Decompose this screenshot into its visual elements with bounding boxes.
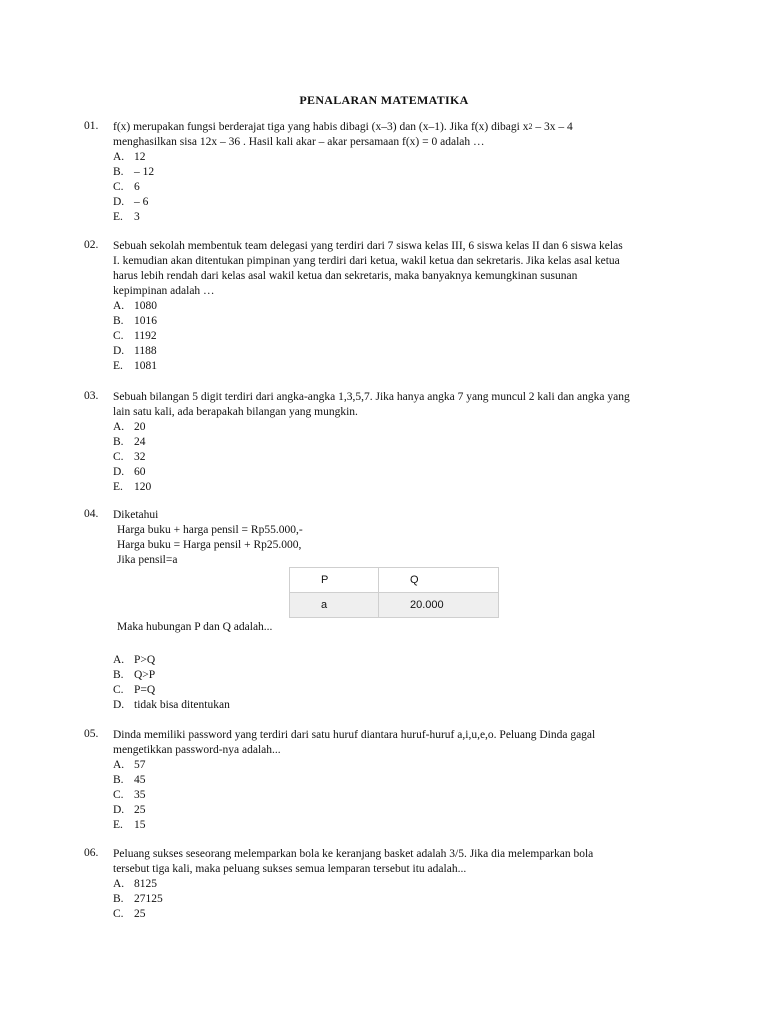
question-line: Sebuah sekolah membentuk team delegasi yang terdiri dari 7 siswa kelas III, 6 siswa kelas II dan 6 siswa kelas bbox=[113, 240, 623, 252]
question-06 bbox=[84, 847, 684, 922]
given-line: Jika pensil=a bbox=[117, 554, 178, 566]
question-text bbox=[113, 239, 684, 299]
option-letter: C. bbox=[113, 684, 124, 696]
option-letter: B. bbox=[113, 669, 124, 681]
question-number: 01. bbox=[84, 120, 99, 132]
option bbox=[113, 450, 684, 465]
option bbox=[113, 344, 684, 359]
option bbox=[113, 299, 684, 314]
question-line: I. kemudian akan ditentukan pimpinan yang terdiri dari ketua, wakil ketua dan sekretaris. Jika kelas asal ketua bbox=[113, 255, 620, 267]
option-value: Q>P bbox=[134, 669, 156, 681]
table-row bbox=[290, 568, 499, 593]
question-text bbox=[113, 390, 684, 420]
options-list bbox=[113, 653, 230, 713]
option-letter: A. bbox=[113, 151, 125, 163]
options-list bbox=[113, 299, 684, 374]
table-cell-p: a bbox=[290, 593, 379, 618]
option-letter: E. bbox=[113, 211, 123, 223]
option-letter: C. bbox=[113, 451, 124, 463]
option-value: 32 bbox=[134, 451, 146, 463]
question-line: – 3x – 4 bbox=[532, 121, 573, 133]
option-value: – 6 bbox=[134, 196, 149, 208]
question-line: harus lebih rendah dari kelas asal wakil ketua dan sekretaris, maka banyaknya kemungkinan susunan bbox=[113, 270, 578, 282]
option-letter: C. bbox=[113, 789, 124, 801]
option-letter: A. bbox=[113, 759, 125, 771]
option-value: 27125 bbox=[134, 893, 163, 905]
option-value: 25 bbox=[134, 804, 146, 816]
option-value: 35 bbox=[134, 789, 146, 801]
option bbox=[113, 683, 230, 698]
option-letter: A. bbox=[113, 300, 125, 312]
question-line: Diketahui bbox=[113, 509, 159, 521]
option-value: 8125 bbox=[134, 878, 157, 890]
option-letter: D. bbox=[113, 804, 125, 816]
option-letter: B. bbox=[113, 774, 124, 786]
option-value: – 12 bbox=[134, 166, 155, 178]
question-number: 03. bbox=[84, 390, 99, 402]
option-value: 20 bbox=[134, 421, 146, 433]
option-value: 6 bbox=[134, 181, 140, 193]
table-row bbox=[290, 593, 499, 618]
option-value: 1188 bbox=[134, 345, 157, 357]
option-letter: B. bbox=[113, 436, 124, 448]
question-number: 04. bbox=[84, 508, 99, 520]
question-04 bbox=[84, 508, 684, 713]
option bbox=[113, 758, 684, 773]
option bbox=[113, 480, 684, 495]
option-letter: B. bbox=[113, 166, 124, 178]
table-header-q: Q bbox=[379, 568, 499, 593]
question-line: menghasilkan sisa 12x – 36 . Hasil kali akar – akar persamaan f(x) = 0 adalah … bbox=[113, 136, 485, 148]
options-list bbox=[113, 758, 684, 833]
table-cell-q: 20.000 bbox=[379, 593, 499, 618]
question-text bbox=[113, 728, 684, 758]
option bbox=[113, 668, 230, 683]
option-letter: E. bbox=[113, 481, 123, 493]
option-value: P>Q bbox=[134, 654, 156, 666]
question-05 bbox=[84, 728, 684, 833]
option-value: 57 bbox=[134, 759, 146, 771]
question-text bbox=[113, 120, 684, 150]
option-value: 60 bbox=[134, 466, 146, 478]
question-line: tersebut tiga kali, maka peluang sukses semua lemparan tersebut itu adalah... bbox=[113, 863, 467, 875]
option bbox=[113, 892, 684, 907]
option-letter: D. bbox=[113, 466, 125, 478]
option-letter: A. bbox=[113, 421, 125, 433]
option bbox=[113, 907, 684, 922]
option bbox=[113, 150, 684, 165]
option bbox=[113, 465, 684, 480]
question-line: mengetikkan password-nya adalah... bbox=[113, 744, 281, 756]
option-value: 1081 bbox=[134, 360, 157, 372]
option bbox=[113, 773, 684, 788]
option bbox=[113, 195, 684, 210]
option bbox=[113, 653, 230, 668]
option-value: P=Q bbox=[134, 684, 156, 696]
option bbox=[113, 180, 684, 195]
option-value: 3 bbox=[134, 211, 140, 223]
question-text bbox=[113, 847, 684, 877]
question-number: 02. bbox=[84, 239, 99, 251]
option-letter: B. bbox=[113, 893, 124, 905]
question-line: Sebuah bilangan 5 digit terdiri dari angka-angka 1,3,5,7. Jika hanya angka 7 yang muncul 2 kali dan angka yang bbox=[113, 391, 630, 403]
option-letter: B. bbox=[113, 315, 124, 327]
option-value: 25 bbox=[134, 908, 146, 920]
option bbox=[113, 877, 684, 892]
option bbox=[113, 420, 684, 435]
comparison-table bbox=[289, 567, 499, 618]
option bbox=[113, 329, 684, 344]
option-value: 15 bbox=[134, 819, 146, 831]
option-letter: C. bbox=[113, 181, 124, 193]
option-letter: D. bbox=[113, 196, 125, 208]
option-letter: A. bbox=[113, 654, 125, 666]
option-letter: E. bbox=[113, 819, 123, 831]
question-01 bbox=[84, 120, 684, 225]
page-title: PENALARAN MATEMATIKA bbox=[299, 93, 469, 107]
option-letter: D. bbox=[113, 699, 125, 711]
given-line: Harga buku + harga pensil = Rp55.000,- bbox=[117, 524, 303, 536]
option bbox=[113, 803, 684, 818]
question-text bbox=[113, 508, 684, 523]
question-line: kepimpinan adalah … bbox=[113, 285, 215, 297]
option-value: tidak bisa ditentukan bbox=[134, 699, 230, 711]
option-letter: C. bbox=[113, 330, 124, 342]
given-statements bbox=[117, 523, 684, 568]
option-value: 1080 bbox=[134, 300, 157, 312]
option-value: 120 bbox=[134, 481, 152, 493]
options-list bbox=[113, 877, 684, 922]
option bbox=[113, 698, 230, 713]
option-letter: A. bbox=[113, 878, 125, 890]
options-list bbox=[113, 420, 684, 495]
question-line: f(x) merupakan fungsi berderajat tiga yang habis dibagi (x–3) dan (x–1). Jika f(x) dibagi x bbox=[113, 121, 529, 133]
question-line: Dinda memiliki password yang terdiri dari satu huruf diantara huruf-huruf a,i,u,e,o. Peluang Dinda gagal bbox=[113, 729, 596, 741]
option bbox=[113, 359, 684, 374]
option bbox=[113, 788, 684, 803]
superscript: 2 bbox=[528, 122, 533, 131]
option-letter: C. bbox=[113, 908, 124, 920]
question-number: 05. bbox=[84, 728, 99, 740]
question-line: lain satu kali, ada berapakah bilangan yang mungkin. bbox=[113, 406, 358, 418]
option bbox=[113, 818, 684, 833]
question-03 bbox=[84, 390, 684, 495]
option-value: 45 bbox=[134, 774, 146, 786]
option-value: 12 bbox=[134, 151, 146, 163]
question-line: Peluang sukses seseorang melemparkan bola ke keranjang basket adalah 3/5. Jika dia melemparkan bola bbox=[113, 848, 594, 860]
option bbox=[113, 314, 684, 329]
option-value: 1016 bbox=[134, 315, 157, 327]
option bbox=[113, 210, 684, 225]
table-header-p: P bbox=[290, 568, 379, 593]
given-line: Harga buku = Harga pensil + Rp25.000, bbox=[117, 539, 302, 551]
question-followup: Maka hubungan P dan Q adalah... bbox=[117, 621, 273, 633]
option bbox=[113, 435, 684, 450]
options-list bbox=[113, 150, 684, 225]
option bbox=[113, 165, 684, 180]
question-number: 06. bbox=[84, 847, 99, 859]
option-value: 1192 bbox=[134, 330, 157, 342]
option-value: 24 bbox=[134, 436, 146, 448]
option-letter: E. bbox=[113, 360, 123, 372]
question-02 bbox=[84, 239, 684, 374]
option-letter: D. bbox=[113, 345, 125, 357]
